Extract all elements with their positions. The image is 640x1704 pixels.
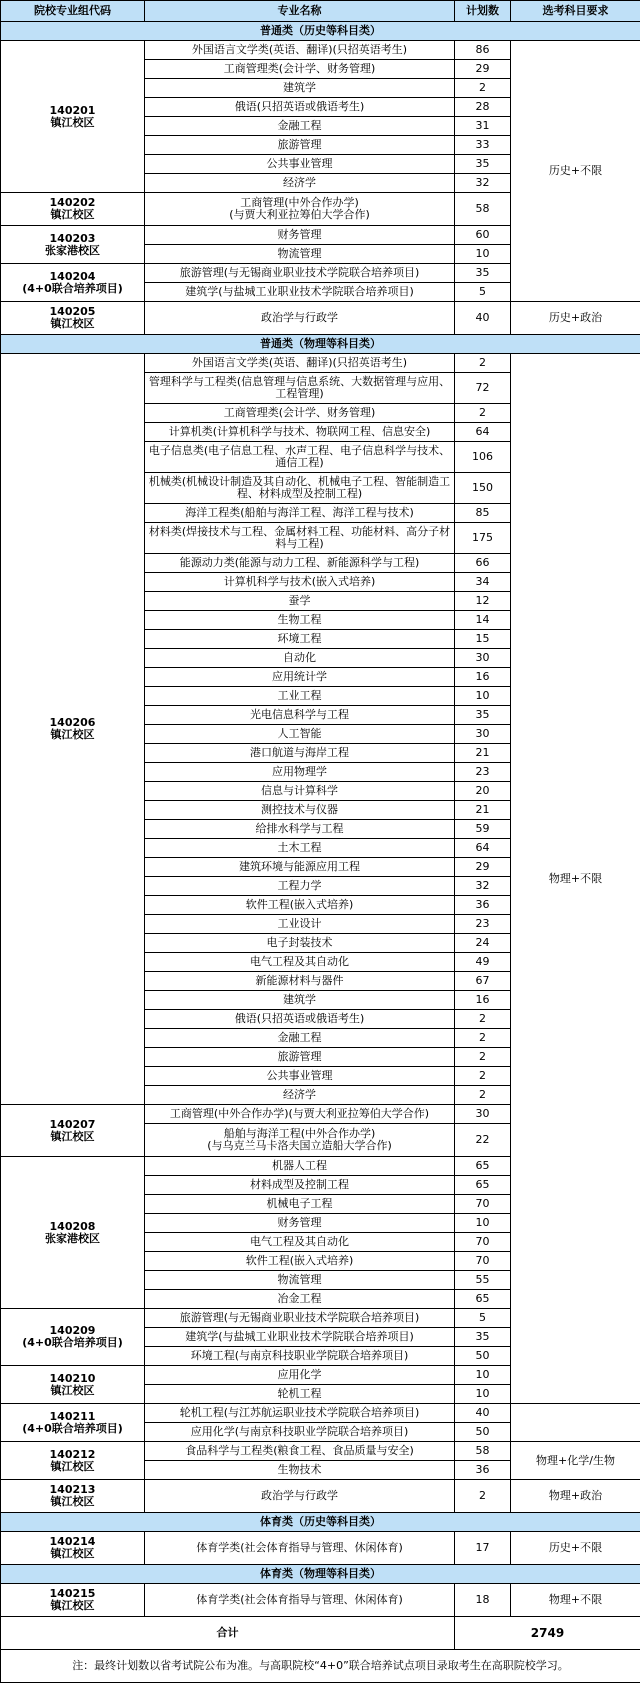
major-name: 轮机工程(与江苏航运职业技术学院联合培养项目) bbox=[145, 1404, 455, 1423]
major-name: 船舶与海洋工程(中外合作办学) (与乌克兰马卡洛夫国立造船大学合作) bbox=[145, 1124, 455, 1157]
group-code: 140214 bbox=[49, 1535, 96, 1548]
plan-count: 175 bbox=[455, 523, 511, 554]
note-row bbox=[1, 1650, 640, 1683]
plan-count: 35 bbox=[455, 1328, 511, 1347]
major-name: 政治学与行政学 bbox=[145, 1480, 455, 1513]
category-title: 体育类（物理等科目类） bbox=[1, 1565, 640, 1584]
major-name: 生物技术 bbox=[145, 1461, 455, 1480]
table-row bbox=[1, 1442, 640, 1461]
plan-count: 2 bbox=[455, 1010, 511, 1029]
plan-count: 29 bbox=[455, 858, 511, 877]
group-code: 140212 bbox=[49, 1447, 96, 1461]
table-row bbox=[1, 354, 640, 373]
group-campus: 镇江校区 bbox=[50, 1129, 95, 1143]
subject-requirement: 物理+政治 bbox=[511, 1480, 640, 1513]
table-row bbox=[1, 1404, 640, 1423]
plan-count: 10 bbox=[455, 1385, 511, 1404]
major-name: 港口航道与海岸工程 bbox=[145, 744, 455, 763]
major-name: 冶金工程 bbox=[145, 1290, 455, 1309]
subject-requirement: 物理+不限 bbox=[511, 1584, 640, 1617]
major-name: 经济学 bbox=[145, 1086, 455, 1105]
major-name: 应用物理学 bbox=[145, 763, 455, 782]
major-name: 工程力学 bbox=[145, 877, 455, 896]
plan-count: 34 bbox=[455, 573, 511, 592]
group-code: 140209 bbox=[49, 1324, 96, 1337]
major-name: 物流管理 bbox=[145, 1271, 455, 1290]
major-name: 建筑学 bbox=[145, 79, 455, 98]
plan-count: 32 bbox=[455, 877, 511, 896]
plan-count: 64 bbox=[455, 839, 511, 858]
table-row bbox=[1, 302, 640, 335]
major-name: 机械类(机械设计制造及其自动化、机械电子工程、智能制造工程、材料成型及控制工程) bbox=[145, 473, 455, 504]
major-name: 机械电子工程 bbox=[145, 1195, 455, 1214]
plan-count: 60 bbox=[455, 226, 511, 245]
plan-count: 36 bbox=[455, 1461, 511, 1480]
plan-count: 23 bbox=[455, 763, 511, 782]
plan-count: 64 bbox=[455, 423, 511, 442]
group-code: 140202 bbox=[49, 196, 96, 209]
major-name: 旅游管理 bbox=[145, 136, 455, 155]
plan-count: 2 bbox=[455, 404, 511, 423]
category-row bbox=[1, 1513, 640, 1532]
plan-count: 58 bbox=[455, 193, 511, 226]
plan-count: 35 bbox=[455, 706, 511, 725]
major-name: 测控技术与仪器 bbox=[145, 801, 455, 820]
plan-count: 2 bbox=[455, 1067, 511, 1086]
subject-requirement: 历史+政治 bbox=[511, 302, 640, 335]
major-name: 工商管理(中外合作办学) (与贾大利亚拉筹伯大学合作) bbox=[145, 193, 455, 226]
plan-count: 29 bbox=[455, 60, 511, 79]
major-name: 电子封装技术 bbox=[145, 934, 455, 953]
major-name: 材料成型及控制工程 bbox=[145, 1176, 455, 1195]
table-row bbox=[1, 1532, 640, 1565]
plan-count: 10 bbox=[455, 687, 511, 706]
header-major-name: 专业名称 bbox=[145, 1, 455, 22]
plan-count: 65 bbox=[455, 1176, 511, 1195]
major-name: 新能源材料与器件 bbox=[145, 972, 455, 991]
plan-count: 65 bbox=[455, 1290, 511, 1309]
total-row bbox=[1, 1617, 640, 1650]
group-code: 140201 bbox=[49, 103, 96, 117]
group-code-cell bbox=[1, 1532, 145, 1565]
major-name: 公共事业管理 bbox=[145, 155, 455, 174]
plan-count: 36 bbox=[455, 896, 511, 915]
major-name: 经济学 bbox=[145, 174, 455, 193]
major-name: 电子信息类(电子信息工程、水声工程、电子信息科学与技术、通信工程) bbox=[145, 442, 455, 473]
major-name: 工商管理类(会计学、财务管理) bbox=[145, 60, 455, 79]
plan-count: 17 bbox=[455, 1532, 511, 1565]
table-header-row bbox=[1, 1, 640, 22]
major-name: 体育学类(社会体育指导与管理、休闲体育) bbox=[145, 1532, 455, 1565]
major-name: 建筑学(与盐城工业职业技术学院联合培养项目) bbox=[145, 1328, 455, 1347]
group-code-cell bbox=[1, 1105, 145, 1157]
total-label: 合计 bbox=[1, 1617, 455, 1650]
plan-count: 10 bbox=[455, 1366, 511, 1385]
plan-count: 106 bbox=[455, 442, 511, 473]
major-name: 生物工程 bbox=[145, 611, 455, 630]
plan-count: 2 bbox=[455, 79, 511, 98]
plan-count: 24 bbox=[455, 934, 511, 953]
major-name: 物流管理 bbox=[145, 245, 455, 264]
category-title: 普通类（物理等科目类） bbox=[1, 335, 640, 354]
group-code-cell bbox=[1, 193, 145, 226]
group-code-cell bbox=[1, 264, 145, 302]
plan-count: 55 bbox=[455, 1271, 511, 1290]
plan-count: 21 bbox=[455, 744, 511, 763]
group-code-cell bbox=[1, 1404, 145, 1442]
major-name: 机器人工程 bbox=[145, 1157, 455, 1176]
plan-count: 30 bbox=[455, 649, 511, 668]
major-name: 工业设计 bbox=[145, 915, 455, 934]
plan-count: 5 bbox=[455, 283, 511, 302]
group-code: 140211 bbox=[49, 1409, 96, 1423]
plan-count: 14 bbox=[455, 611, 511, 630]
plan-count: 15 bbox=[455, 630, 511, 649]
group-campus: 镇江校区 bbox=[50, 1547, 95, 1560]
group-code-cell bbox=[1, 1584, 145, 1617]
major-name: 海洋工程类(船舶与海洋工程、海洋工程与技术) bbox=[145, 504, 455, 523]
plan-count: 30 bbox=[455, 1105, 511, 1124]
plan-count: 16 bbox=[455, 668, 511, 687]
group-code-cell bbox=[1, 302, 145, 335]
plan-count: 2 bbox=[455, 1086, 511, 1105]
major-name: 能源动力类(能源与动力工程、新能源科学与工程) bbox=[145, 554, 455, 573]
major-name: 给排水科学与工程 bbox=[145, 820, 455, 839]
major-name: 环境工程(与南京科技职业学院联合培养项目) bbox=[145, 1347, 455, 1366]
major-name: 俄语(只招英语或俄语考生) bbox=[145, 98, 455, 117]
plan-count: 50 bbox=[455, 1423, 511, 1442]
major-name: 人工智能 bbox=[145, 725, 455, 744]
plan-count: 20 bbox=[455, 782, 511, 801]
major-name: 外国语言文学类(英语、翻译)(只招英语考生) bbox=[145, 354, 455, 373]
plan-count: 65 bbox=[455, 1157, 511, 1176]
plan-count: 22 bbox=[455, 1124, 511, 1157]
major-name: 建筑学(与盐城工业职业技术学院联合培养项目) bbox=[145, 283, 455, 302]
group-code-cell bbox=[1, 1480, 145, 1513]
plan-count: 40 bbox=[455, 1404, 511, 1423]
plan-count: 86 bbox=[455, 41, 511, 60]
major-name: 应用化学 bbox=[145, 1366, 455, 1385]
header-group-code: 院校专业组代码 bbox=[1, 1, 145, 22]
major-name: 计算机科学与技术(嵌入式培养) bbox=[145, 573, 455, 592]
major-name: 外国语言文学类(英语、翻译)(只招英语考生) bbox=[145, 41, 455, 60]
plan-count: 85 bbox=[455, 504, 511, 523]
category-row bbox=[1, 22, 640, 41]
group-code: 140208 bbox=[49, 1219, 96, 1233]
plan-count: 67 bbox=[455, 972, 511, 991]
major-name: 蚕学 bbox=[145, 592, 455, 611]
group-code-cell bbox=[1, 1309, 145, 1366]
plan-count: 49 bbox=[455, 953, 511, 972]
plan-count: 150 bbox=[455, 473, 511, 504]
major-name: 软件工程(嵌入式培养) bbox=[145, 1252, 455, 1271]
major-name: 材料类(焊接技术与工程、金属材料工程、功能材料、高分子材料与工程) bbox=[145, 523, 455, 554]
plan-count: 5 bbox=[455, 1309, 511, 1328]
major-name: 环境工程 bbox=[145, 630, 455, 649]
major-name: 旅游管理(与无锡商业职业技术学院联合培养项目) bbox=[145, 1309, 455, 1328]
major-name: 旅游管理(与无锡商业职业技术学院联合培养项目) bbox=[145, 264, 455, 283]
major-name: 电气工程及其自动化 bbox=[145, 1233, 455, 1252]
group-campus: (4+0联合培养项目) bbox=[22, 281, 123, 295]
major-name: 信息与计算科学 bbox=[145, 782, 455, 801]
group-campus: 镇江校区 bbox=[50, 115, 95, 129]
plan-count: 35 bbox=[455, 155, 511, 174]
plan-count: 21 bbox=[455, 801, 511, 820]
major-name: 应用化学(与南京科技职业学院联合培养项目) bbox=[145, 1423, 455, 1442]
group-campus: 镇江校区 bbox=[50, 1459, 95, 1473]
plan-count: 50 bbox=[455, 1347, 511, 1366]
major-name: 食品科学与工程类(粮食工程、食品质量与安全) bbox=[145, 1442, 455, 1461]
plan-count: 2 bbox=[455, 354, 511, 373]
plan-count: 2 bbox=[455, 1029, 511, 1048]
subject-requirement: 历史+不限 bbox=[511, 41, 640, 302]
total-value: 2749 bbox=[455, 1617, 640, 1650]
major-name: 体育学类(社会体育指导与管理、休闲体育) bbox=[145, 1584, 455, 1617]
plan-count: 2 bbox=[455, 1048, 511, 1067]
major-name: 建筑环境与能源应用工程 bbox=[145, 858, 455, 877]
plan-count: 59 bbox=[455, 820, 511, 839]
group-campus: 镇江校区 bbox=[50, 1383, 95, 1397]
major-name: 工商管理类(会计学、财务管理) bbox=[145, 404, 455, 423]
group-code-cell bbox=[1, 1157, 145, 1309]
group-campus: 张家港校区 bbox=[45, 243, 100, 257]
plan-count: 28 bbox=[455, 98, 511, 117]
plan-count: 33 bbox=[455, 136, 511, 155]
major-name: 公共事业管理 bbox=[145, 1067, 455, 1086]
group-code: 140215 bbox=[49, 1587, 96, 1600]
footnote: 注：最终计划数以省考试院公布为准。与高职院校“4+0”联合培养试点项目录取考生在高职院校学习。 bbox=[1, 1650, 640, 1683]
major-name: 金融工程 bbox=[145, 1029, 455, 1048]
plan-count: 18 bbox=[455, 1584, 511, 1617]
group-code-cell bbox=[1, 1442, 145, 1480]
group-code: 140213 bbox=[49, 1483, 96, 1496]
group-code: 140203 bbox=[49, 231, 96, 245]
major-name: 管理科学与工程类(信息管理与信息系统、大数据管理与应用、工程管理) bbox=[145, 373, 455, 404]
category-title: 普通类（历史等科目类） bbox=[1, 22, 640, 41]
plan-count: 30 bbox=[455, 725, 511, 744]
major-name: 政治学与行政学 bbox=[145, 302, 455, 335]
plan-count: 16 bbox=[455, 991, 511, 1010]
subject-requirement: 物理+化学/生物 bbox=[511, 1442, 640, 1480]
group-campus: 镇江校区 bbox=[50, 317, 95, 330]
group-campus: 镇江校区 bbox=[50, 1599, 95, 1612]
major-name: 工商管理(中外合作办学)(与贾大利亚拉筹伯大学合作) bbox=[145, 1105, 455, 1124]
major-name: 旅游管理 bbox=[145, 1048, 455, 1067]
group-campus: 张家港校区 bbox=[45, 1231, 100, 1245]
group-code: 140210 bbox=[49, 1371, 96, 1385]
group-campus: 镇江校区 bbox=[50, 1495, 95, 1508]
header-plan-count: 计划数 bbox=[455, 1, 511, 22]
group-code: 140205 bbox=[49, 305, 96, 318]
subject-requirement: 历史+不限 bbox=[511, 1532, 640, 1565]
major-name: 俄语(只招英语或俄语考生) bbox=[145, 1010, 455, 1029]
plan-count: 70 bbox=[455, 1252, 511, 1271]
plan-count: 31 bbox=[455, 117, 511, 136]
major-name: 建筑学 bbox=[145, 991, 455, 1010]
group-code: 140204 bbox=[49, 269, 96, 283]
plan-count: 35 bbox=[455, 264, 511, 283]
major-name: 金融工程 bbox=[145, 117, 455, 136]
major-name: 轮机工程 bbox=[145, 1385, 455, 1404]
plan-count: 70 bbox=[455, 1233, 511, 1252]
major-name: 土木工程 bbox=[145, 839, 455, 858]
group-code-cell bbox=[1, 41, 145, 193]
plan-count: 58 bbox=[455, 1442, 511, 1461]
major-name: 自动化 bbox=[145, 649, 455, 668]
plan-count: 12 bbox=[455, 592, 511, 611]
major-name: 软件工程(嵌入式培养) bbox=[145, 896, 455, 915]
plan-count: 10 bbox=[455, 245, 511, 264]
plan-count: 32 bbox=[455, 174, 511, 193]
group-code-cell bbox=[1, 1366, 145, 1404]
group-code-cell bbox=[1, 354, 145, 1105]
major-name: 财务管理 bbox=[145, 1214, 455, 1233]
plan-count: 66 bbox=[455, 554, 511, 573]
group-code: 140206 bbox=[49, 716, 96, 729]
plan-count: 2 bbox=[455, 1480, 511, 1513]
major-name: 电气工程及其自动化 bbox=[145, 953, 455, 972]
major-name: 光电信息科学与工程 bbox=[145, 706, 455, 725]
group-campus: 镇江校区 bbox=[50, 728, 95, 741]
subject-requirement: 物理+不限 bbox=[511, 354, 640, 1404]
major-name: 计算机类(计算机科学与技术、物联网工程、信息安全) bbox=[145, 423, 455, 442]
plan-count: 70 bbox=[455, 1195, 511, 1214]
plan-count: 10 bbox=[455, 1214, 511, 1233]
category-row bbox=[1, 335, 640, 354]
plan-count: 72 bbox=[455, 373, 511, 404]
major-name: 工业工程 bbox=[145, 687, 455, 706]
major-name: 财务管理 bbox=[145, 226, 455, 245]
group-campus: 镇江校区 bbox=[50, 208, 95, 221]
group-campus: (4+0联合培养项目) bbox=[22, 1421, 123, 1435]
header-subject-requirement: 选考科目要求 bbox=[511, 1, 640, 22]
category-row bbox=[1, 1565, 640, 1584]
table-row bbox=[1, 1584, 640, 1617]
plan-count: 23 bbox=[455, 915, 511, 934]
plan-count: 40 bbox=[455, 302, 511, 335]
table-row bbox=[1, 1480, 640, 1513]
group-code: 140207 bbox=[49, 1117, 96, 1131]
major-name: 应用统计学 bbox=[145, 668, 455, 687]
category-title: 体育类（历史等科目类） bbox=[1, 1513, 640, 1532]
table-row bbox=[1, 41, 640, 60]
group-code-cell bbox=[1, 226, 145, 264]
group-campus: (4+0联合培养项目) bbox=[22, 1336, 123, 1349]
